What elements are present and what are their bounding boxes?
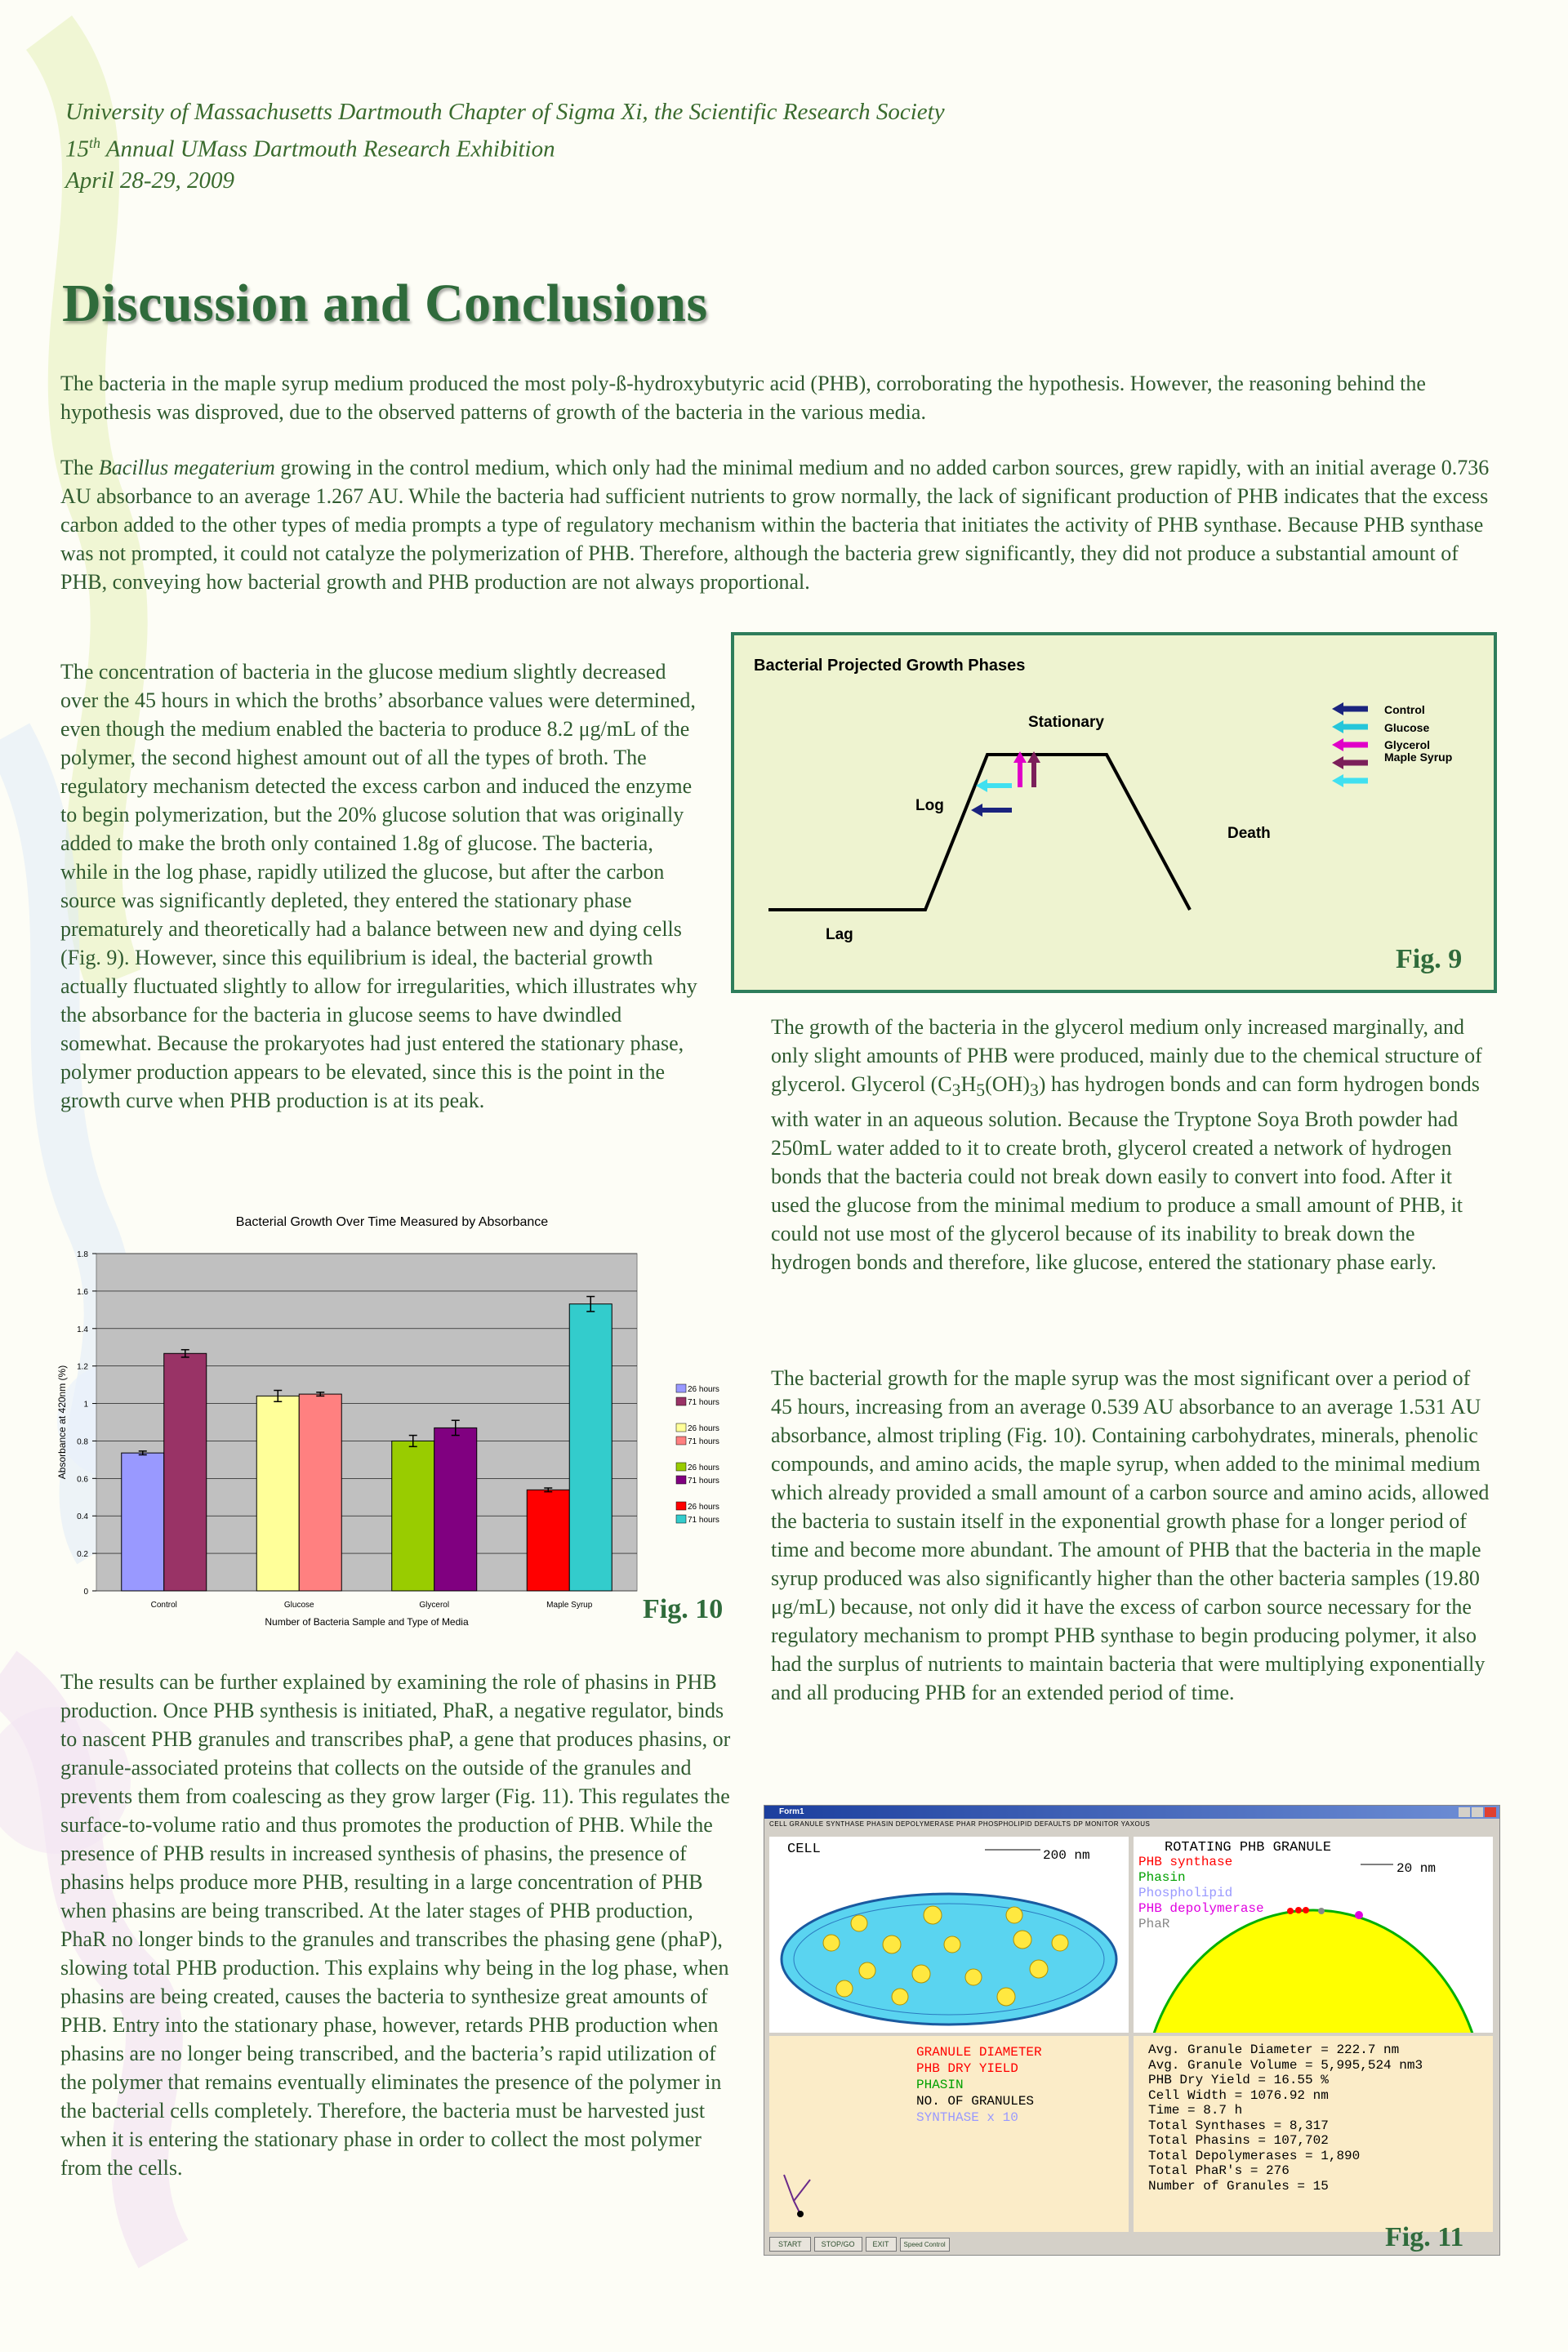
maple-up-arrow: [1027, 751, 1040, 787]
y-tick-label: 0: [83, 1588, 88, 1597]
y-tick-label: 1.4: [77, 1325, 88, 1334]
legend-label: 26 hours: [688, 1463, 719, 1472]
y-tick-label: 0.8: [77, 1437, 88, 1447]
x-tick-label: Control: [150, 1601, 177, 1610]
close-button[interactable]: [1485, 1807, 1496, 1817]
paragraph-2-body: growing in the control medium, which only had the minimal medium and no added carbon sources, grew rapidly, with an initial average 0.736 AU absorbance to an average 1.267 AU. While the bacteria had sufficient nutrients to grow normally, the lack of significant production of PHB indicates that the excess carbon added to the other types of media prompts a type of regulatory mechanism within the bacteria that initiates the activity of PHB synthase. Because PHB synthase was not prompted, it could not catalyze the polymerization of PHB. Therefore, although the bacteria grew significantly, they did not produce a substantial amount of PHB, conveying how bacterial growth and PHB production are not always proportional.: [60, 456, 1490, 594]
growth-curve-line: [768, 755, 1190, 910]
granule-scale-label: 20 nm: [1396, 1861, 1437, 1876]
paragraph-4: [771, 1013, 1494, 1276]
legend-phospholipid: Phospholipid: [1138, 1886, 1233, 1900]
window-controls: [1459, 1807, 1496, 1817]
header-ordinal-suffix: th: [89, 135, 101, 151]
legend-label: 26 hours: [688, 1424, 719, 1433]
header-ordinal: 15: [65, 136, 89, 163]
fig9-legend: [1384, 701, 1452, 764]
p4-a: The growth of the bacteria in the glycerol medium only increased marginally, and only slight amounts of PHB were produced, mainly due to the chemical structure of glycerol. Glycerol (C: [771, 1015, 1482, 1096]
paragraph-2: [60, 453, 1498, 596]
legend-swatch: [676, 1463, 686, 1471]
stat-line: Avg. Granule Diameter = 222.7 nm: [1148, 2042, 1400, 2057]
stop-go-button[interactable]: STOP/GO: [814, 2237, 862, 2252]
cell-drawing: [769, 1837, 1129, 2033]
bar: [434, 1428, 477, 1591]
cell-panel: [769, 1837, 1129, 2033]
legend-swatch: [676, 1515, 686, 1523]
legend-phb-depolymerase: PHB depolymerase: [1138, 1901, 1264, 1916]
y-axis-label: Absorbance at 420nm (%): [56, 1365, 68, 1480]
stat-line: Time = 8.7 h: [1148, 2103, 1243, 2118]
window-title: Form1: [779, 1807, 804, 1816]
stat-line: Total Depolymerases = 1,890: [1148, 2148, 1361, 2163]
y-tick-label: 0.6: [77, 1475, 88, 1485]
paragraph-1: The bacteria in the maple syrup medium produced the most poly-ß-hydroxybutyric acid (PHB), corroborating the hypothesis. However, the reasoning behind the hypothesis was disproved, due to the observed patterns of growth of the bacteria in the various media.: [60, 372, 1426, 424]
fig9-caption: Fig. 9: [1396, 944, 1463, 974]
header-line-1: University of Massachusetts Dartmouth Chapter of Sigma Xi, the Scientific Research Society: [65, 99, 945, 125]
paragraph-3: The concentration of bacteria in the glucose medium slightly decreased over the 45 hours in which the broths’ absorbance values were determined, even though the medium enabled the bacteria to produce 8.2 μg/mL of the polymer, the second highest amount out of all the types of broth. The regulatory mechanism detected the excess carbon and induced the enzyme to begin polymerization, but the 20% glucose solution that was originally added to make the broth only contained 1.8g of glucose. The bacteria, while in the log phase, rapidly utilized the glucose, but after the carbon source was significantly depleted, they entered the stationary phase prematurely and theoretically had a balance between new and dying cells (Fig. 9). However, since this equilibrium is ideal, the bacterial growth actually fluctuated slightly to allow for irregularities, which illustrates why the absorbance for the bacteria in glucose seems to have dwindled somewhat. Because the prokaryotes had just entered the stationary phase, polymer production appears to be elevated, since this is the point in the growth curve when PHB production is at its peak.: [60, 660, 697, 1112]
x-tick-label: Glucose: [283, 1601, 314, 1610]
window-titlebar: [764, 1806, 1499, 1819]
fig10-caption: Fig. 10: [643, 1594, 724, 1624]
legend-phb-synthase: PHB synthase: [1138, 1855, 1233, 1869]
legend-label: 26 hours: [688, 1503, 719, 1512]
control-panel: [769, 2036, 1129, 2232]
exit-button[interactable]: EXIT: [866, 2237, 897, 2252]
bar: [122, 1453, 164, 1591]
p4-c: (OH): [985, 1072, 1030, 1096]
legend-swatch: [676, 1502, 686, 1510]
stationary-label: Stationary: [1028, 714, 1104, 731]
p4-sub2: 5: [976, 1080, 986, 1101]
legend-phasin: Phasin: [1138, 1870, 1186, 1885]
species-name: Bacillus megaterium: [98, 456, 275, 479]
legend-swatch: [676, 1476, 686, 1484]
log-phase-arrow: [971, 804, 1012, 817]
x-tick-label: Maple Syrup: [546, 1601, 593, 1610]
y-tick-label: 0.2: [77, 1550, 88, 1560]
legend-control: Control: [1384, 703, 1425, 716]
bar: [569, 1304, 612, 1591]
option-phb-dry-yield[interactable]: PHB DRY YIELD: [916, 2061, 1018, 2076]
glucose-stationary-arrow: [976, 779, 1012, 792]
stat-line: Cell Width = 1076.92 nm: [1148, 2087, 1329, 2103]
death-label: Death: [1227, 825, 1271, 842]
y-tick-label: 1.8: [77, 1250, 88, 1259]
stat-line: PHB Dry Yield = 16.55 %: [1148, 2073, 1329, 2087]
bar: [256, 1396, 299, 1591]
plot-glyph-icon: [777, 2168, 826, 2225]
legend-label: 71 hours: [688, 1437, 719, 1446]
stat-line: Avg. Granule Volume = 5,995,524 nm3: [1148, 2057, 1423, 2073]
legend-arrows: [1332, 702, 1368, 787]
absorbance-bar-chart: [49, 1209, 743, 1642]
paragraph-2-lead: The: [60, 456, 99, 479]
y-tick-label: 1: [83, 1400, 88, 1410]
legend-glycerol: Glycerol: [1384, 738, 1431, 751]
maximize-button[interactable]: [1472, 1807, 1483, 1817]
stat-line: Number of Granules = 15: [1148, 2178, 1329, 2194]
y-tick-label: 1.6: [77, 1287, 88, 1297]
conference-header: [65, 96, 945, 196]
cell-label: CELL: [787, 1842, 821, 1857]
header-line-3: April 28-29, 2009: [65, 167, 235, 194]
control-options: [916, 2044, 1042, 2126]
p4-d: ) has hydrogen bonds and can form hydrogen bonds with water in an aqueous solution. Because the Tryptone Soya Broth powder had 250mL water added to it to create broth, glycerol created a network of hydrogen bonds that the bacteria could not break down easily to convert into food. After it used the glucose from the minimal medium to produce a small amount of PHB, it could not use most of the glycerol because of its inability to break down the hydrogen bonds and therefore, like glucose, entered the stationary phase early.: [771, 1072, 1480, 1275]
fig9-title: Bacterial Projected Growth Phases: [754, 657, 1026, 675]
section-title: Discussion and Conclusions: [62, 274, 708, 333]
cell-scale-label: 200 nm: [1043, 1848, 1090, 1863]
legend-phar: PhaR: [1138, 1917, 1170, 1931]
minimize-button[interactable]: [1459, 1807, 1470, 1817]
stats-list: [1148, 2042, 1423, 2194]
phb-simulation-window: [764, 1805, 1500, 2256]
y-tick-label: 1.2: [77, 1362, 88, 1372]
chart-svg: [49, 1209, 743, 1642]
fig11-caption: Fig. 11: [1385, 2222, 1464, 2252]
bar: [392, 1441, 434, 1591]
header-line-2: [65, 127, 945, 165]
legend-label: 71 hours: [688, 1398, 719, 1407]
legend-label: 71 hours: [688, 1477, 719, 1486]
option-granule-diameter[interactable]: GRANULE DIAMETER: [916, 2045, 1042, 2060]
legend-swatch: [676, 1423, 686, 1432]
granule-label: ROTATING PHB GRANULE: [1165, 1840, 1332, 1855]
p4-b: H: [960, 1072, 977, 1096]
stat-line: Total Synthases = 8,317: [1148, 2118, 1329, 2133]
legend-label: 71 hours: [688, 1516, 719, 1525]
p4-sub3: 3: [1029, 1080, 1039, 1101]
x-tick-label: Glycerol: [419, 1601, 450, 1610]
x-axis-label: Number of Bacteria Sample and Type of Media: [265, 1616, 469, 1628]
granule-panel: [1134, 1837, 1493, 2033]
header-event-name: Annual UMass Dartmouth Research Exhibition: [100, 136, 555, 163]
option-synthase-x10[interactable]: SYNTHASE x 10: [916, 2110, 1018, 2125]
window-menubar[interactable]: CELL GRANULE SYNTHASE PHASIN DEPOLYMERASE PHAR PHOSPHOLIPID DEFAULTS DP MONITOR YAXOUS: [764, 1819, 1499, 1830]
bar: [527, 1490, 569, 1591]
paragraph-5: The bacterial growth for the maple syrup was the most significant over a period of 45 hours, increasing from an average 0.539 AU absorbance to an average 1.531 AU absorbance, almost tripling (Fig. 10). Containing carbohydrates, minerals, phenolic compounds, and amino acids, the maple syrup, when added to the minimal medium which already provided a small amount of a carbon source and amino acids, allowed the bacteria to sustain itself in the exponential growth phase for a longer period of time and become more abundant. The amount of PHB that the bacteria in the maple syrup produced was also significantly higher than the other bacteria samples (19.80 μg/mL) because, not only did it have the excess of carbon source necessary for the regulatory mechanism to prompt PHB synthase to begin producing polymer, it also had the surplus of nutrients to maintain bacteria that were multiplying exponentially and all producing PHB for an extended period of time.: [771, 1366, 1490, 1704]
growth-phases-figure: [731, 632, 1497, 993]
lag-label: Lag: [826, 926, 853, 943]
legend-swatch: [676, 1437, 686, 1445]
log-label: Log: [915, 797, 944, 814]
glycerol-up-arrow: [1013, 751, 1027, 787]
option-no-of-granules[interactable]: NO. OF GRANULES: [916, 2094, 1035, 2109]
y-tick-label: 0.4: [77, 1512, 88, 1522]
start-button[interactable]: START: [769, 2237, 811, 2252]
bar: [164, 1353, 207, 1591]
control-buttons: [769, 2237, 950, 2252]
p4-sub1: 3: [951, 1080, 961, 1101]
option-phasin[interactable]: PHASIN: [916, 2078, 964, 2092]
legend-glucose: Glucose: [1384, 721, 1430, 734]
stats-panel: [1134, 2036, 1493, 2232]
paragraph-6: The results can be further explained by examining the role of phasins in PHB production. Once PHB synthesis is initiated, PhaR, a negative regulator, binds to nascent PHB granules and transcribes phaP, a gene that produces phasins, or granule-associated proteins that collects on the outside of the granules and prevents them from coalescing as they grow larger (Fig. 11). This regulates the surface-to-volume ratio and thus promotes the production of PHB. While the presence of PHB results in increased synthesis of phasins, the presence of phasins helps produce more PHB, resulting in a large concentration of PHB when phasins are being transcribed. At the later stages of PHB production, PhaR no longer binds to the granules and transcribes the phasing gene (phaP), slowing total PHB production. This explains why being in the log phase, when phasins are being created, causes the bacteria to synthesize great amounts of PHB. Entry into the stationary phase, however, retards PHB production when phasins are no longer being transcribed, and the bacteria’s rapid utilization of the polymer that remains eventually eliminates the presence of the polymer in the bacterial cells completely. Therefore, the bacteria must be harvested just when it is entering the stationary phase in order to collect the most polymer from the cells.: [60, 1670, 731, 2180]
speed-control[interactable]: Speed Control: [900, 2238, 950, 2252]
legend-label: 26 hours: [688, 1385, 719, 1394]
bar: [299, 1394, 341, 1591]
stat-line: Total PhaR's = 276: [1148, 2163, 1290, 2178]
chart-title: Bacterial Growth Over Time Measured by Absorbance: [235, 1215, 549, 1229]
legend-maple: Maple Syrup: [1384, 751, 1453, 764]
legend-swatch: [676, 1384, 686, 1392]
granule-legend: [1138, 1855, 1264, 1932]
stat-line: Total Phasins = 107,702: [1148, 2133, 1329, 2148]
legend-swatch: [676, 1397, 686, 1405]
